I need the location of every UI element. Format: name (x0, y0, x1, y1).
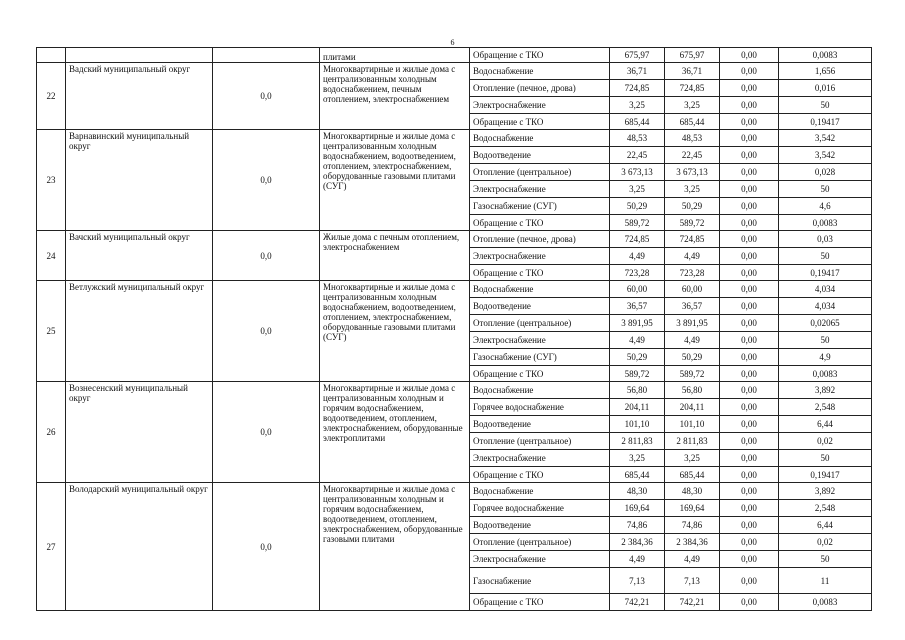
table-row (37, 130, 872, 147)
value-cell: 0,00 (720, 534, 779, 551)
value-cell: 2 811,83 (610, 433, 665, 450)
value-cell: 74,86 (610, 517, 665, 534)
value-cell: 36,57 (665, 298, 720, 315)
value-cell: 74,86 (665, 517, 720, 534)
housing-description: Жилые дома с печным отоплением, электроснабжением (320, 231, 470, 281)
value-cell: 7,13 (665, 568, 720, 594)
value-cell: 22,45 (665, 147, 720, 164)
service-name: Горячее водоснабжение (470, 399, 610, 416)
value-cell: 685,44 (665, 114, 720, 130)
value-cell: 48,53 (610, 130, 665, 147)
service-name: Электроснабжение (470, 248, 610, 265)
service-name: Отопление (центральное) (470, 164, 610, 181)
value-cell: 3,25 (610, 450, 665, 467)
service-name: Газоснабжение (СУГ) (470, 198, 610, 215)
share-value: 0,0 (213, 483, 320, 611)
value-cell: 2,548 (779, 500, 872, 517)
value-cell: 36,71 (610, 63, 665, 80)
value-cell: 4,034 (779, 281, 872, 298)
value-cell: 0,02 (779, 534, 872, 551)
housing-description: Многоквартирные и жилые дома с централизованным холодным водоснабжением, водоотведением, отоплением, электроснабжением, оборудованные газовыми плитами (СУГ) (320, 281, 470, 382)
value-cell: 589,72 (665, 366, 720, 382)
value-cell: 0,00 (720, 215, 779, 231)
service-name: Водоотведение (470, 416, 610, 433)
value-cell: 60,00 (610, 281, 665, 298)
value-cell: 2 811,83 (665, 433, 720, 450)
row-number: 26 (37, 382, 66, 483)
value-cell: 0,19417 (779, 467, 872, 483)
value-cell: 50 (779, 248, 872, 265)
service-name: Электроснабжение (470, 181, 610, 198)
value-cell: 0,00 (720, 366, 779, 382)
service-name: Электроснабжение (470, 332, 610, 349)
value-cell: 3,542 (779, 147, 872, 164)
service-name: Обращение с ТКО (470, 594, 610, 611)
value-cell: 3 673,13 (665, 164, 720, 181)
housing-description: Многоквартирные и жилые дома с централизованным холодным и горячим водоснабжением, водоотведением, отоплением, электроснабжением, оборудованные электроплитами (320, 382, 470, 483)
value-cell: 1,656 (779, 63, 872, 80)
value-cell: 4,034 (779, 298, 872, 315)
row-number: 24 (37, 231, 66, 281)
value-cell: 169,64 (665, 500, 720, 517)
value-cell: 0,028 (779, 164, 872, 181)
value-cell: 685,44 (610, 114, 665, 130)
share-cell (213, 48, 320, 63)
service-name: Обращение с ТКО (470, 114, 610, 130)
service-name: Электроснабжение (470, 551, 610, 568)
row-number: 27 (37, 483, 66, 611)
service-name: Водоотведение (470, 517, 610, 534)
value-cell: 0,00 (720, 450, 779, 467)
district-name: Вачский муниципальный округ (66, 231, 213, 281)
service-name: Водоснабжение (470, 63, 610, 80)
value-cell: 11 (779, 568, 872, 594)
district-name: Володарский муниципальный округ (66, 483, 213, 611)
value-cell: 0,00 (720, 265, 779, 281)
value-cell: 0,00 (720, 198, 779, 215)
service-name: Электроснабжение (470, 450, 610, 467)
row-number: 25 (37, 281, 66, 382)
table-row (37, 63, 872, 80)
value-cell: 50 (779, 97, 872, 114)
value-cell: 101,10 (610, 416, 665, 433)
value-cell: 0,0083 (779, 366, 872, 382)
table-row (37, 231, 872, 248)
value-cell: 742,21 (610, 594, 665, 611)
value-cell: 2,548 (779, 399, 872, 416)
value-cell: 685,44 (665, 467, 720, 483)
value-cell: 0,02065 (779, 315, 872, 332)
value-cell: 48,30 (665, 483, 720, 500)
value-cell: 0,00 (720, 594, 779, 611)
value-cell: 0,00 (720, 181, 779, 198)
value-cell: 0,0083 (779, 215, 872, 231)
value-cell: 0,00 (720, 349, 779, 366)
row-number: 23 (37, 130, 66, 231)
number-cell (37, 48, 66, 63)
value-cell: 0,00 (720, 315, 779, 332)
district-name: Вадский муниципальный округ (66, 63, 213, 130)
service-name: Отопление (центральное) (470, 315, 610, 332)
value-cell: 36,71 (665, 63, 720, 80)
value-cell: 0,00 (720, 517, 779, 534)
value-cell: 4,49 (610, 332, 665, 349)
service-name: Газоснабжение (СУГ) (470, 349, 610, 366)
service-cell: Обращение с ТКО (470, 48, 610, 63)
value-cell: 0,00 (720, 332, 779, 349)
value-cell: 2 384,36 (610, 534, 665, 551)
housing-description: Многоквартирные и жилые дома с централизованным холодным водоснабжением, водоотведением, отоплением, электроснабжением, оборудованные газовыми плитами (СУГ) (320, 130, 470, 231)
value-cell: 0,00 (720, 147, 779, 164)
value-cell: 0,00 (720, 164, 779, 181)
housing-description: Многоквартирные и жилые дома с централизованным холодным и горячим водоснабжением, водоотведением, отоплением, электроснабжением, оборудованные газовыми плитами (320, 483, 470, 611)
value-cell: 3,25 (610, 97, 665, 114)
share-value: 0,0 (213, 281, 320, 382)
value-cell: 169,64 (610, 500, 665, 517)
value-cell: 0,00 (720, 483, 779, 500)
share-value: 0,0 (213, 63, 320, 130)
value-cell: 0,19417 (779, 114, 872, 130)
value-cell: 0,00 (720, 114, 779, 130)
service-name: Водоснабжение (470, 281, 610, 298)
value-cell: 675,97 (665, 48, 720, 63)
service-name: Электроснабжение (470, 97, 610, 114)
service-name: Отопление (печное, дрова) (470, 80, 610, 97)
value-cell: 0,00 (720, 433, 779, 450)
value-cell: 204,11 (610, 399, 665, 416)
table-row (37, 483, 872, 500)
value-cell: 0,00 (720, 248, 779, 265)
value-cell: 50,29 (665, 349, 720, 366)
service-name: Водоотведение (470, 147, 610, 164)
district-name: Вознесенский муниципальный округ (66, 382, 213, 483)
share-value: 0,0 (213, 130, 320, 231)
page-number: 6 (450, 38, 455, 47)
district-name: Ветлужский муниципальный округ (66, 281, 213, 382)
value-cell: 742,21 (665, 594, 720, 611)
service-name: Водоотведение (470, 298, 610, 315)
value-cell: 0,00 (720, 48, 779, 63)
value-cell: 0,00 (720, 281, 779, 298)
value-cell: 3,25 (665, 181, 720, 198)
service-name: Водоснабжение (470, 382, 610, 399)
value-cell: 0,02 (779, 433, 872, 450)
service-name: Отопление (печное, дрова) (470, 231, 610, 248)
value-cell: 4,49 (665, 332, 720, 349)
value-cell: 50,29 (665, 198, 720, 215)
service-name: Обращение с ТКО (470, 467, 610, 483)
service-name: Обращение с ТКО (470, 215, 610, 231)
value-cell: 0,00 (720, 231, 779, 248)
value-cell: 48,53 (665, 130, 720, 147)
district-name: Варнавинский муниципальный округ (66, 130, 213, 231)
value-cell: 6,44 (779, 517, 872, 534)
value-cell: 0,00 (720, 97, 779, 114)
value-cell: 724,85 (665, 80, 720, 97)
value-cell: 56,80 (665, 382, 720, 399)
value-cell: 50,29 (610, 349, 665, 366)
value-cell: 0,0083 (779, 594, 872, 611)
service-name: Обращение с ТКО (470, 366, 610, 382)
service-name: Водоснабжение (470, 130, 610, 147)
value-cell: 724,85 (610, 231, 665, 248)
value-cell: 0,00 (720, 568, 779, 594)
value-cell: 3,542 (779, 130, 872, 147)
value-cell: 36,57 (610, 298, 665, 315)
value-cell: 0,19417 (779, 265, 872, 281)
value-cell: 50 (779, 332, 872, 349)
value-cell: 4,9 (779, 349, 872, 366)
value-cell: 685,44 (610, 467, 665, 483)
value-cell: 4,49 (610, 248, 665, 265)
service-name: Водоснабжение (470, 483, 610, 500)
value-cell: 3,25 (610, 181, 665, 198)
value-cell: 0,00 (720, 500, 779, 517)
value-cell: 0,00 (720, 551, 779, 568)
value-cell: 0,016 (779, 80, 872, 97)
value-cell: 4,6 (779, 198, 872, 215)
tariff-table (36, 47, 872, 611)
value-cell: 724,85 (610, 80, 665, 97)
value-cell: 50,29 (610, 198, 665, 215)
value-cell: 204,11 (665, 399, 720, 416)
value-cell: 0,00 (720, 298, 779, 315)
value-cell: 4,49 (610, 551, 665, 568)
value-cell: 589,72 (610, 366, 665, 382)
value-cell: 0,00 (720, 130, 779, 147)
value-cell: 0,00 (720, 382, 779, 399)
table-row (37, 48, 872, 63)
value-cell: 0,00 (720, 416, 779, 433)
value-cell: 0,0083 (779, 48, 872, 63)
value-cell: 724,85 (665, 231, 720, 248)
value-cell: 0,00 (720, 80, 779, 97)
value-cell: 0,00 (720, 467, 779, 483)
value-cell: 4,49 (665, 551, 720, 568)
service-name: Обращение с ТКО (470, 265, 610, 281)
value-cell: 6,44 (779, 416, 872, 433)
value-cell: 50 (779, 181, 872, 198)
table-row (37, 281, 872, 298)
service-name: Отопление (центральное) (470, 433, 610, 450)
share-value: 0,0 (213, 382, 320, 483)
value-cell: 0,03 (779, 231, 872, 248)
share-value: 0,0 (213, 231, 320, 281)
value-cell: 3,892 (779, 483, 872, 500)
value-cell: 7,13 (610, 568, 665, 594)
table-row (37, 382, 872, 399)
value-cell: 3 891,95 (665, 315, 720, 332)
value-cell: 675,97 (610, 48, 665, 63)
value-cell: 3 673,13 (610, 164, 665, 181)
value-cell: 3 891,95 (610, 315, 665, 332)
value-cell: 2 384,36 (665, 534, 720, 551)
value-cell: 50 (779, 450, 872, 467)
service-name: Горячее водоснабжение (470, 500, 610, 517)
value-cell: 3,25 (665, 450, 720, 467)
value-cell: 3,25 (665, 97, 720, 114)
value-cell: 22,45 (610, 147, 665, 164)
value-cell: 50 (779, 551, 872, 568)
value-cell: 101,10 (665, 416, 720, 433)
service-name: Газоснабжение (470, 568, 610, 594)
row-number: 22 (37, 63, 66, 130)
value-cell: 589,72 (610, 215, 665, 231)
service-name: Отопление (центральное) (470, 534, 610, 551)
value-cell: 723,28 (610, 265, 665, 281)
value-cell: 56,80 (610, 382, 665, 399)
district-name-cell (66, 48, 213, 63)
value-cell: 3,892 (779, 382, 872, 399)
tariff-table-body (37, 48, 872, 611)
housing-description: Многоквартирные и жилые дома с централизованным холодным водоснабжением, печным отоплением, электроснабжением (320, 63, 470, 130)
value-cell: 723,28 (665, 265, 720, 281)
housing-description-cell: плитами (320, 48, 470, 63)
value-cell: 0,00 (720, 63, 779, 80)
value-cell: 48,30 (610, 483, 665, 500)
value-cell: 589,72 (665, 215, 720, 231)
value-cell: 4,49 (665, 248, 720, 265)
value-cell: 0,00 (720, 399, 779, 416)
value-cell: 60,00 (665, 281, 720, 298)
